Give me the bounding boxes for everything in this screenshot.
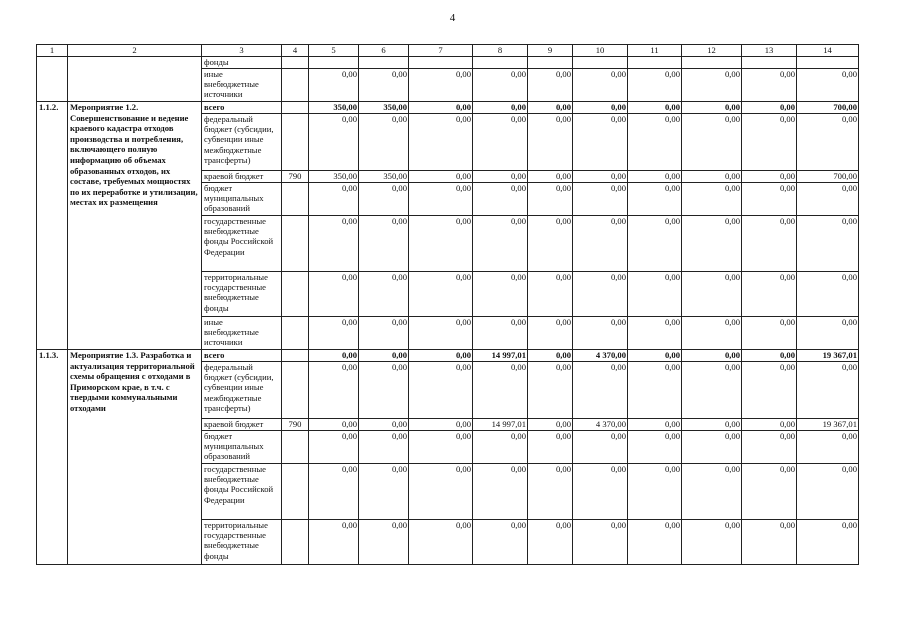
funding-source: краевой бюджет (202, 419, 282, 431)
value-cell: 0,00 (309, 419, 359, 431)
value-cell: 0,00 (359, 520, 409, 565)
value-cell: 0,00 (359, 114, 409, 171)
value-cell: 0,00 (359, 216, 409, 272)
value-cell: 0,00 (742, 419, 797, 431)
item-number: 1.1.3. (37, 350, 68, 565)
column-header: 9 (528, 45, 573, 57)
value-cell: 0,00 (682, 431, 742, 464)
value-cell: 19 367,01 (797, 350, 859, 362)
value-cell: 0,00 (473, 464, 528, 520)
value-cell: 0,00 (573, 431, 628, 464)
item-name: Мероприятие 1.2. Совершенствование и ведение краевого кадастра отходов производства и потребления, включающего полную информацию об объемах образованных отходов, их составе, требуемых мощностях по их переработке и утилизации, местах их размещения (68, 102, 202, 350)
value-cell: 0,00 (797, 69, 859, 102)
value-cell: 0,00 (682, 350, 742, 362)
value-cell: 0,00 (359, 464, 409, 520)
value-cell: 0,00 (573, 317, 628, 350)
funding-source: федеральный бюджет (субсидии, субвенции иные межбюджетные трансферты) (202, 114, 282, 171)
value-cell: 14 997,01 (473, 350, 528, 362)
column-header: 12 (682, 45, 742, 57)
value-cell: 0,00 (742, 272, 797, 317)
value-cell: 0,00 (682, 272, 742, 317)
value-cell: 0,00 (573, 102, 628, 114)
value-cell: 0,00 (528, 216, 573, 272)
value-cell (528, 57, 573, 69)
item-number (37, 57, 68, 102)
value-cell: 0,00 (409, 317, 473, 350)
value-cell: 0,00 (359, 183, 409, 216)
table-row (37, 350, 859, 362)
funding-source: территориальные государственные внебюджетные фонды (202, 272, 282, 317)
value-cell: 0,00 (473, 183, 528, 216)
value-cell: 0,00 (528, 272, 573, 317)
value-cell: 0,00 (628, 464, 682, 520)
value-cell: 0,00 (742, 431, 797, 464)
value-cell: 0,00 (682, 114, 742, 171)
funding-source: территориальные государственные внебюджетные фонды (202, 520, 282, 565)
funding-source: бюджет муниципальных образований (202, 431, 282, 464)
budget-code (282, 102, 309, 114)
value-cell: 0,00 (573, 520, 628, 565)
budget-code (282, 520, 309, 565)
value-cell: 0,00 (409, 362, 473, 419)
value-cell: 0,00 (309, 350, 359, 362)
value-cell: 0,00 (742, 171, 797, 183)
item-number: 1.1.2. (37, 102, 68, 350)
value-cell: 0,00 (409, 216, 473, 272)
item-name: Мероприятие 1.3. Разработка и актуализация территориальной схемы обращения с отходами в Приморском крае, в т.ч. с твердыми коммунальными отходами (68, 350, 202, 565)
value-cell: 0,00 (409, 419, 473, 431)
value-cell: 0,00 (309, 362, 359, 419)
value-cell: 0,00 (797, 317, 859, 350)
value-cell: 4 370,00 (573, 419, 628, 431)
budget-code (282, 317, 309, 350)
value-cell: 0,00 (573, 272, 628, 317)
value-cell: 0,00 (797, 520, 859, 565)
value-cell: 700,00 (797, 102, 859, 114)
value-cell: 0,00 (409, 431, 473, 464)
value-cell: 0,00 (409, 520, 473, 565)
value-cell: 0,00 (309, 317, 359, 350)
value-cell: 0,00 (573, 171, 628, 183)
value-cell: 0,00 (359, 362, 409, 419)
value-cell: 0,00 (742, 183, 797, 216)
column-header: 5 (309, 45, 359, 57)
column-header: 11 (628, 45, 682, 57)
value-cell: 0,00 (573, 464, 628, 520)
value-cell (628, 57, 682, 69)
value-cell: 0,00 (528, 183, 573, 216)
funding-source: краевой бюджет (202, 171, 282, 183)
value-cell: 0,00 (528, 362, 573, 419)
column-header: 1 (37, 45, 68, 57)
funding-source: всего (202, 350, 282, 362)
value-cell: 0,00 (628, 272, 682, 317)
value-cell: 0,00 (682, 102, 742, 114)
value-cell: 0,00 (528, 520, 573, 565)
value-cell: 0,00 (409, 114, 473, 171)
value-cell: 0,00 (797, 272, 859, 317)
funding-source: федеральный бюджет (субсидии, субвенции иные межбюджетные трансферты) (202, 362, 282, 419)
value-cell: 0,00 (628, 419, 682, 431)
value-cell: 0,00 (682, 419, 742, 431)
value-cell: 0,00 (528, 69, 573, 102)
value-cell: 0,00 (682, 171, 742, 183)
column-header: 8 (473, 45, 528, 57)
value-cell (409, 57, 473, 69)
budget-code (282, 69, 309, 102)
value-cell: 0,00 (742, 362, 797, 419)
value-cell: 0,00 (473, 69, 528, 102)
value-cell: 0,00 (309, 520, 359, 565)
value-cell: 0,00 (409, 183, 473, 216)
column-header: 10 (573, 45, 628, 57)
value-cell: 0,00 (797, 216, 859, 272)
value-cell: 0,00 (573, 183, 628, 216)
value-cell: 0,00 (682, 69, 742, 102)
page-number: 4 (449, 12, 456, 24)
funding-source: государственные внебюджетные фонды Российской Федерации (202, 464, 282, 520)
value-cell: 0,00 (528, 102, 573, 114)
value-cell: 350,00 (309, 171, 359, 183)
value-cell: 0,00 (309, 114, 359, 171)
value-cell: 0,00 (473, 171, 528, 183)
value-cell: 0,00 (309, 69, 359, 102)
value-cell: 0,00 (682, 362, 742, 419)
column-header: 6 (359, 45, 409, 57)
value-cell: 0,00 (628, 431, 682, 464)
header-row (37, 45, 859, 57)
value-cell: 0,00 (742, 317, 797, 350)
value-cell: 0,00 (473, 114, 528, 171)
value-cell: 0,00 (573, 362, 628, 419)
value-cell: 0,00 (359, 272, 409, 317)
value-cell: 0,00 (742, 464, 797, 520)
value-cell: 0,00 (409, 272, 473, 317)
value-cell: 0,00 (528, 114, 573, 171)
budget-code: 790 (282, 419, 309, 431)
value-cell: 0,00 (682, 216, 742, 272)
value-cell: 0,00 (309, 431, 359, 464)
value-cell: 0,00 (309, 216, 359, 272)
value-cell: 0,00 (473, 431, 528, 464)
budget-code (282, 350, 309, 362)
value-cell (359, 57, 409, 69)
column-header: 7 (409, 45, 473, 57)
value-cell: 0,00 (742, 216, 797, 272)
value-cell (742, 57, 797, 69)
value-cell: 350,00 (359, 171, 409, 183)
value-cell: 0,00 (628, 171, 682, 183)
budget-table (36, 44, 859, 565)
funding-source: иные внебюджетные источники (202, 69, 282, 102)
value-cell: 0,00 (742, 520, 797, 565)
budget-code (282, 362, 309, 419)
value-cell: 350,00 (309, 102, 359, 114)
value-cell: 0,00 (309, 183, 359, 216)
column-header: 4 (282, 45, 309, 57)
value-cell: 0,00 (797, 431, 859, 464)
value-cell: 0,00 (628, 362, 682, 419)
funding-source: государственные внебюджетные фонды Российской Федерации (202, 216, 282, 272)
value-cell: 0,00 (309, 272, 359, 317)
value-cell: 0,00 (797, 464, 859, 520)
value-cell: 0,00 (797, 114, 859, 171)
value-cell: 0,00 (473, 317, 528, 350)
budget-code: 790 (282, 171, 309, 183)
value-cell: 0,00 (682, 317, 742, 350)
table-row (37, 57, 859, 69)
funding-source: бюджет муниципальных образований (202, 183, 282, 216)
value-cell: 0,00 (409, 69, 473, 102)
value-cell: 0,00 (628, 102, 682, 114)
value-cell: 0,00 (628, 350, 682, 362)
budget-code (282, 216, 309, 272)
table-row (37, 102, 859, 114)
value-cell: 19 367,01 (797, 419, 859, 431)
value-cell: 0,00 (628, 183, 682, 216)
column-header: 13 (742, 45, 797, 57)
funding-source: всего (202, 102, 282, 114)
budget-code (282, 272, 309, 317)
value-cell: 0,00 (473, 272, 528, 317)
value-cell: 0,00 (628, 114, 682, 171)
column-header: 2 (68, 45, 202, 57)
value-cell: 0,00 (528, 431, 573, 464)
funding-source: иные внебюджетные источники (202, 317, 282, 350)
value-cell: 4 370,00 (573, 350, 628, 362)
value-cell: 0,00 (359, 317, 409, 350)
value-cell: 0,00 (682, 520, 742, 565)
value-cell: 0,00 (628, 520, 682, 565)
value-cell: 0,00 (409, 171, 473, 183)
funding-source: фонды (202, 57, 282, 69)
value-cell: 0,00 (309, 464, 359, 520)
value-cell (797, 57, 859, 69)
value-cell: 700,00 (797, 171, 859, 183)
value-cell: 0,00 (628, 317, 682, 350)
value-cell: 0,00 (628, 216, 682, 272)
value-cell: 0,00 (742, 69, 797, 102)
value-cell: 0,00 (473, 216, 528, 272)
value-cell: 0,00 (797, 362, 859, 419)
value-cell: 0,00 (359, 431, 409, 464)
item-name (68, 57, 202, 102)
value-cell: 0,00 (682, 183, 742, 216)
value-cell (473, 57, 528, 69)
value-cell: 0,00 (573, 69, 628, 102)
budget-code (282, 464, 309, 520)
value-cell: 0,00 (528, 171, 573, 183)
value-cell: 0,00 (473, 102, 528, 114)
value-cell: 0,00 (409, 464, 473, 520)
value-cell: 0,00 (359, 69, 409, 102)
value-cell: 0,00 (528, 419, 573, 431)
column-header: 14 (797, 45, 859, 57)
value-cell: 0,00 (573, 216, 628, 272)
value-cell: 0,00 (409, 350, 473, 362)
budget-code (282, 183, 309, 216)
value-cell: 0,00 (742, 350, 797, 362)
value-cell: 0,00 (628, 69, 682, 102)
value-cell: 0,00 (528, 317, 573, 350)
value-cell: 0,00 (528, 350, 573, 362)
value-cell: 350,00 (359, 102, 409, 114)
value-cell: 14 997,01 (473, 419, 528, 431)
value-cell: 0,00 (797, 183, 859, 216)
value-cell (573, 57, 628, 69)
budget-code (282, 57, 309, 69)
budget-code (282, 114, 309, 171)
value-cell: 0,00 (409, 102, 473, 114)
value-cell: 0,00 (473, 520, 528, 565)
value-cell: 0,00 (742, 114, 797, 171)
value-cell: 0,00 (742, 102, 797, 114)
value-cell (309, 57, 359, 69)
budget-code (282, 431, 309, 464)
value-cell: 0,00 (359, 419, 409, 431)
value-cell: 0,00 (473, 362, 528, 419)
value-cell: 0,00 (359, 350, 409, 362)
value-cell: 0,00 (682, 464, 742, 520)
value-cell: 0,00 (573, 114, 628, 171)
value-cell (682, 57, 742, 69)
value-cell: 0,00 (528, 464, 573, 520)
column-header: 3 (202, 45, 282, 57)
